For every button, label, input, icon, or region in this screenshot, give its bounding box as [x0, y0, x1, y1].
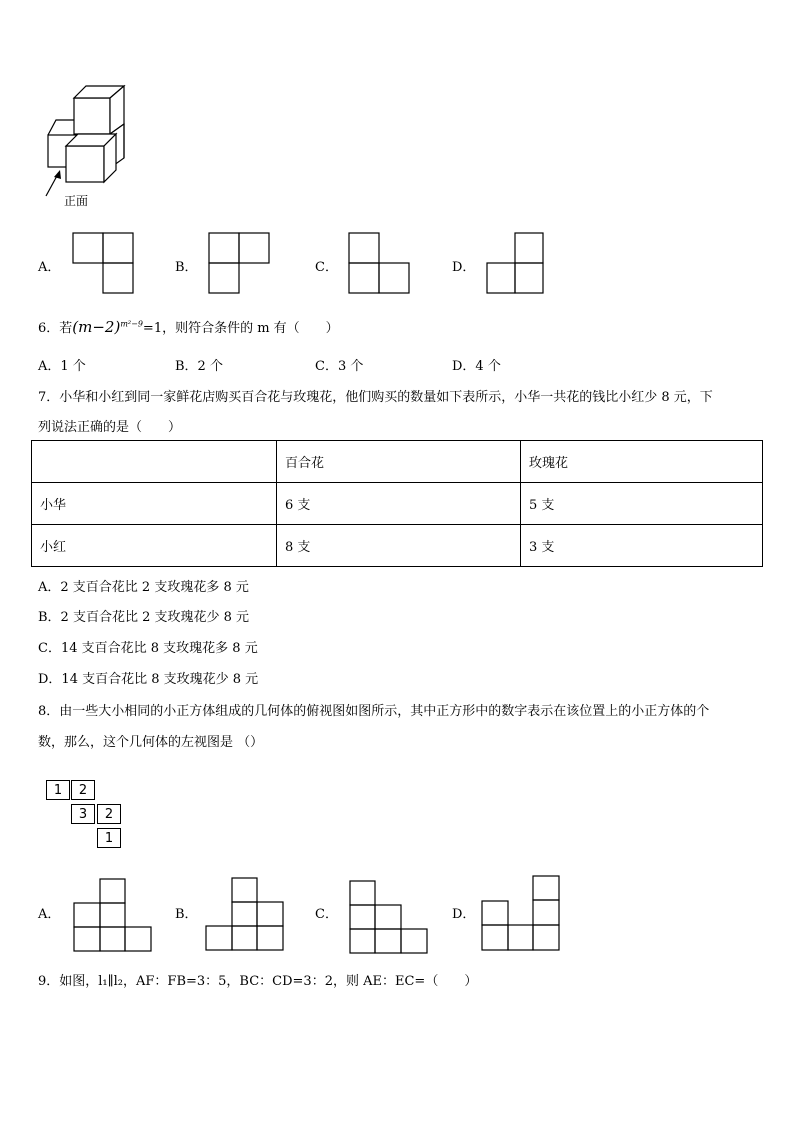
q7-option-d[interactable]: D．14 支百合花比 8 支玫瑰花少 8 元: [38, 672, 259, 687]
q7-table: [31, 440, 763, 567]
q5-option-b[interactable]: B．: [175, 260, 198, 275]
table-header-cell: 玫瑰花: [521, 441, 763, 483]
q7-option-c[interactable]: C．14 支百合花比 8 支玫瑰花多 8 元: [38, 641, 258, 656]
table-cell: 5 支: [521, 483, 763, 525]
q8-option-b-figure: [205, 877, 285, 952]
q6-option-c[interactable]: C．3 个: [315, 359, 364, 374]
q8-stem-line2: 数，那么，这个几何体的左视图是 （）: [38, 735, 264, 750]
q7-stem-line1: 7．小华和小红到同一家鲜花店购买百合花与玫瑰花，他们购买的数量如下表所示，小华一共花的钱比小红少 8 元，下: [38, 390, 713, 405]
q6-suffix: =1，则符合条件的 m 有（ ）: [142, 321, 339, 336]
table-cell: 6 支: [277, 483, 521, 525]
q5-option-c-figure: [348, 232, 410, 294]
q6-option-b[interactable]: B．2 个: [175, 359, 223, 374]
grid-cell: 1: [46, 780, 70, 800]
q8-option-b[interactable]: B．: [175, 907, 198, 922]
table-row: [32, 525, 763, 567]
q6-expression-exponent: m²−9: [120, 319, 143, 329]
q7-option-a[interactable]: A．2 支百合花比 2 支玫瑰花多 8 元: [38, 580, 249, 595]
q5-option-b-figure: [208, 232, 270, 294]
q6-prefix: 6．若: [38, 321, 73, 336]
q6-option-a[interactable]: A．1 个: [38, 359, 86, 374]
table-row: [32, 483, 763, 525]
q7-option-b[interactable]: B．2 支百合花比 2 支玫瑰花少 8 元: [38, 610, 250, 625]
table-header-cell: 百合花: [277, 441, 521, 483]
q8-option-d-figure: [481, 875, 561, 952]
grid-cell: 1: [97, 828, 121, 848]
q6-option-d[interactable]: D．4 个: [452, 359, 501, 374]
q6-stem: [38, 317, 339, 336]
q6-expression-base: (m−2): [72, 318, 121, 336]
table-header-row: [32, 441, 763, 483]
table-header-cell: [32, 441, 277, 483]
q8-option-d[interactable]: D．: [452, 907, 476, 922]
table-cell: 小红: [32, 525, 277, 567]
q8-option-a[interactable]: A．: [38, 907, 61, 922]
q5-option-d[interactable]: D．: [452, 260, 476, 275]
q8-stem-line1: 8．由一些大小相同的小正方体组成的几何体的俯视图如图所示，其中正方形中的数字表示在该位置上的小正方体的个: [38, 704, 710, 719]
q7-stem-line2: 列说法正确的是（ ）: [38, 420, 182, 435]
grid-cell: 3: [71, 804, 95, 824]
q8-option-c-figure: [349, 880, 429, 954]
q5-option-a[interactable]: A．: [38, 260, 61, 275]
grid-cell: 2: [97, 804, 121, 824]
q5-option-a-figure: [72, 232, 134, 294]
q5-option-d-figure: [486, 232, 548, 294]
table-cell: 8 支: [277, 525, 521, 567]
front-label: 正面: [64, 194, 89, 208]
q8-option-a-figure: [73, 878, 153, 952]
q8-option-c[interactable]: C．: [315, 907, 338, 922]
table-cell: 小华: [32, 483, 277, 525]
table-cell: 3 支: [521, 525, 763, 567]
front-arrow-icon: [44, 168, 64, 198]
q5-option-c[interactable]: C．: [315, 260, 338, 275]
grid-cell: 2: [71, 780, 95, 800]
q9-stem: 9．如图，l₁∥l₂，AF：FB=3：5，BC：CD=3：2，则 AE：EC=（ ）: [38, 974, 478, 989]
